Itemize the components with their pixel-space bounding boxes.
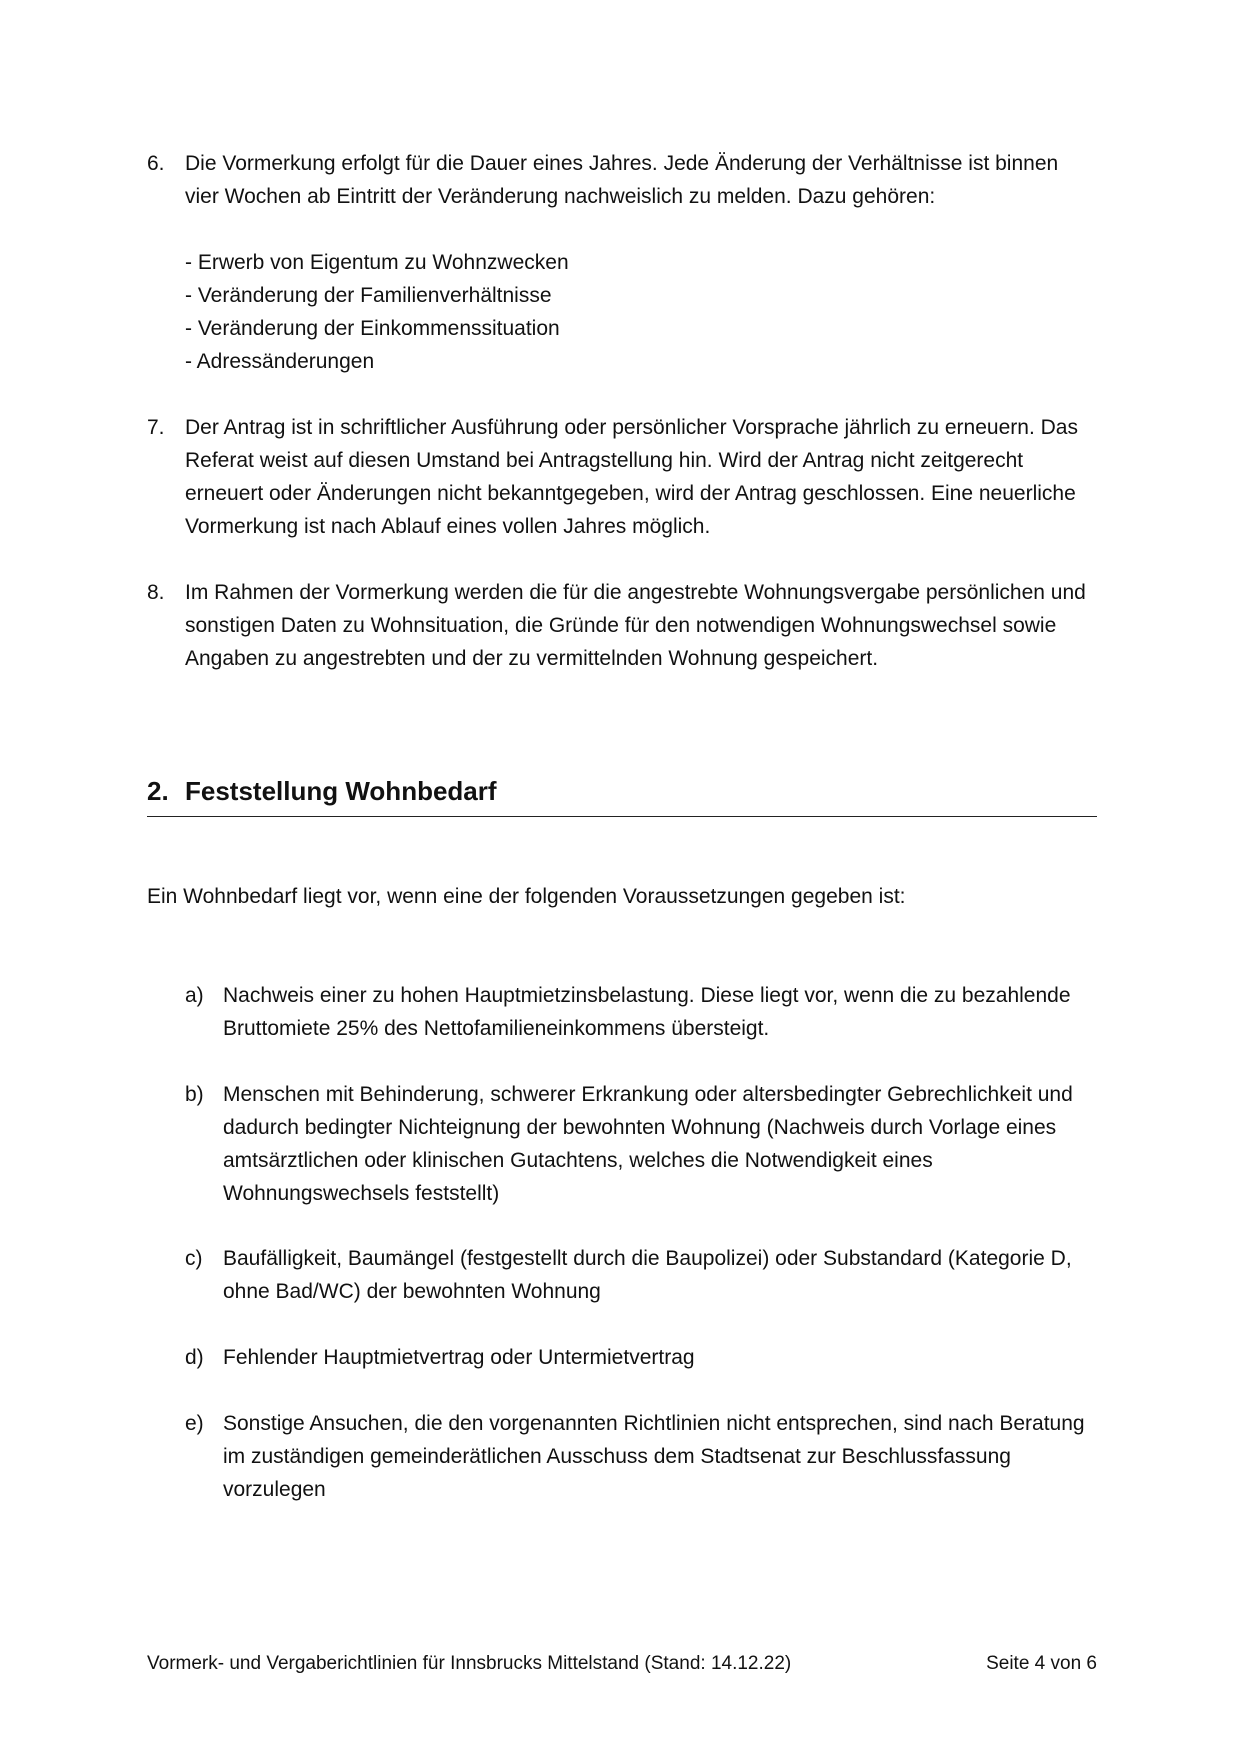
lettered-item-c [185,1242,1085,1308]
item-text: Nachweis einer zu hohen Hauptmietzinsbelastung. Diese liegt vor, wenn die zu bezahlende Bruttomiete 25% des Nettofamilieneinkommens übersteigt. [223,984,1071,1040]
section-number: 2. [147,776,169,806]
footer-document-title: Vormerk- und Vergaberichtlinien für Innsbrucks Mittelstand (Stand: 14.12.22) [147,1653,792,1674]
item-letter: d) [185,1346,204,1369]
list-item: - Adressänderungen [185,350,375,373]
numbered-item-6 [147,147,1097,378]
item-text: Sonstige Ansuchen, die den vorgenannten Richtlinien nicht entsprechen, sind nach Beratung im zuständigen gemeinderätlichen Ausschuss dem Stadtsenat zur Beschlussfassung vorzulegen [223,1412,1085,1501]
item-number: 7. [147,416,165,439]
change-list [185,246,1097,378]
list-item: - Veränderung der Familienverhältnisse [185,284,552,307]
item-text: Baufälligkeit, Baumängel (festgestellt durch die Baupolizei) oder Substandard (Kategorie D, ohne Bad/WC) der bewohnten Wohnung [223,1247,1072,1303]
lettered-item-a [185,979,1085,1045]
item-text: Der Antrag ist in schriftlicher Ausführung oder persönlicher Vorsprache jährlich zu erneuern. Das Referat weist auf diesen Umstand bei Antragstellung hin. Wird der Antrag nicht zeitgerecht erneuert oder Änderungen nicht bekanntgegeben, wird der Antrag geschlossen. Eine neuerliche Vormerkung ist nach Ablauf eines vollen Jahres möglich. [185,416,1078,538]
item-text: Menschen mit Behinderung, schwerer Erkrankung oder altersbedingter Gebrechlichkeit und dadurch bedingter Nichteignung der bewohnten Wohnung (Nachweis durch Vorlage eines amtsärztlichen oder klinischen Gutachtens, welches die Notwendigkeit eines Wohnungswechsels feststellt) [223,1083,1073,1205]
lettered-item-d [185,1341,1085,1374]
item-letter: b) [185,1083,204,1106]
section-title: Feststellung Wohnbedarf [185,776,497,806]
lettered-item-e [185,1407,1085,1506]
lettered-item-b [185,1078,1085,1210]
item-number: 6. [147,152,165,175]
list-item: - Veränderung der Einkommenssituation [185,317,560,340]
item-text: Fehlender Hauptmietvertrag oder Untermietvertrag [223,1346,695,1369]
section-intro: Ein Wohnbedarf liegt vor, wenn eine der folgenden Voraussetzungen gegeben ist: [147,885,906,908]
section-heading [147,772,1097,817]
list-item: - Erwerb von Eigentum zu Wohnzwecken [185,251,569,274]
item-text: Die Vormerkung erfolgt für die Dauer eines Jahres. Jede Änderung der Verhältnisse ist binnen vier Wochen ab Eintritt der Veränderung nachweislich zu melden. Dazu gehören: [185,152,1059,208]
item-text: Im Rahmen der Vormerkung werden die für die angestrebte Wohnungsvergabe persönlichen und sonstigen Daten zu Wohnsituation, die Gründe für den notwendigen Wohnungswechsel sowie Angaben zu angestrebten und der zu vermittelnden Wohnung gespeichert. [185,581,1086,670]
page-number: Seite 4 von 6 [986,1653,1097,1674]
numbered-item-7 [147,411,1097,543]
item-letter: a) [185,984,204,1007]
item-letter: c) [185,1247,203,1270]
item-letter: e) [185,1412,204,1435]
item-number: 8. [147,581,165,604]
numbered-item-8 [147,576,1097,675]
